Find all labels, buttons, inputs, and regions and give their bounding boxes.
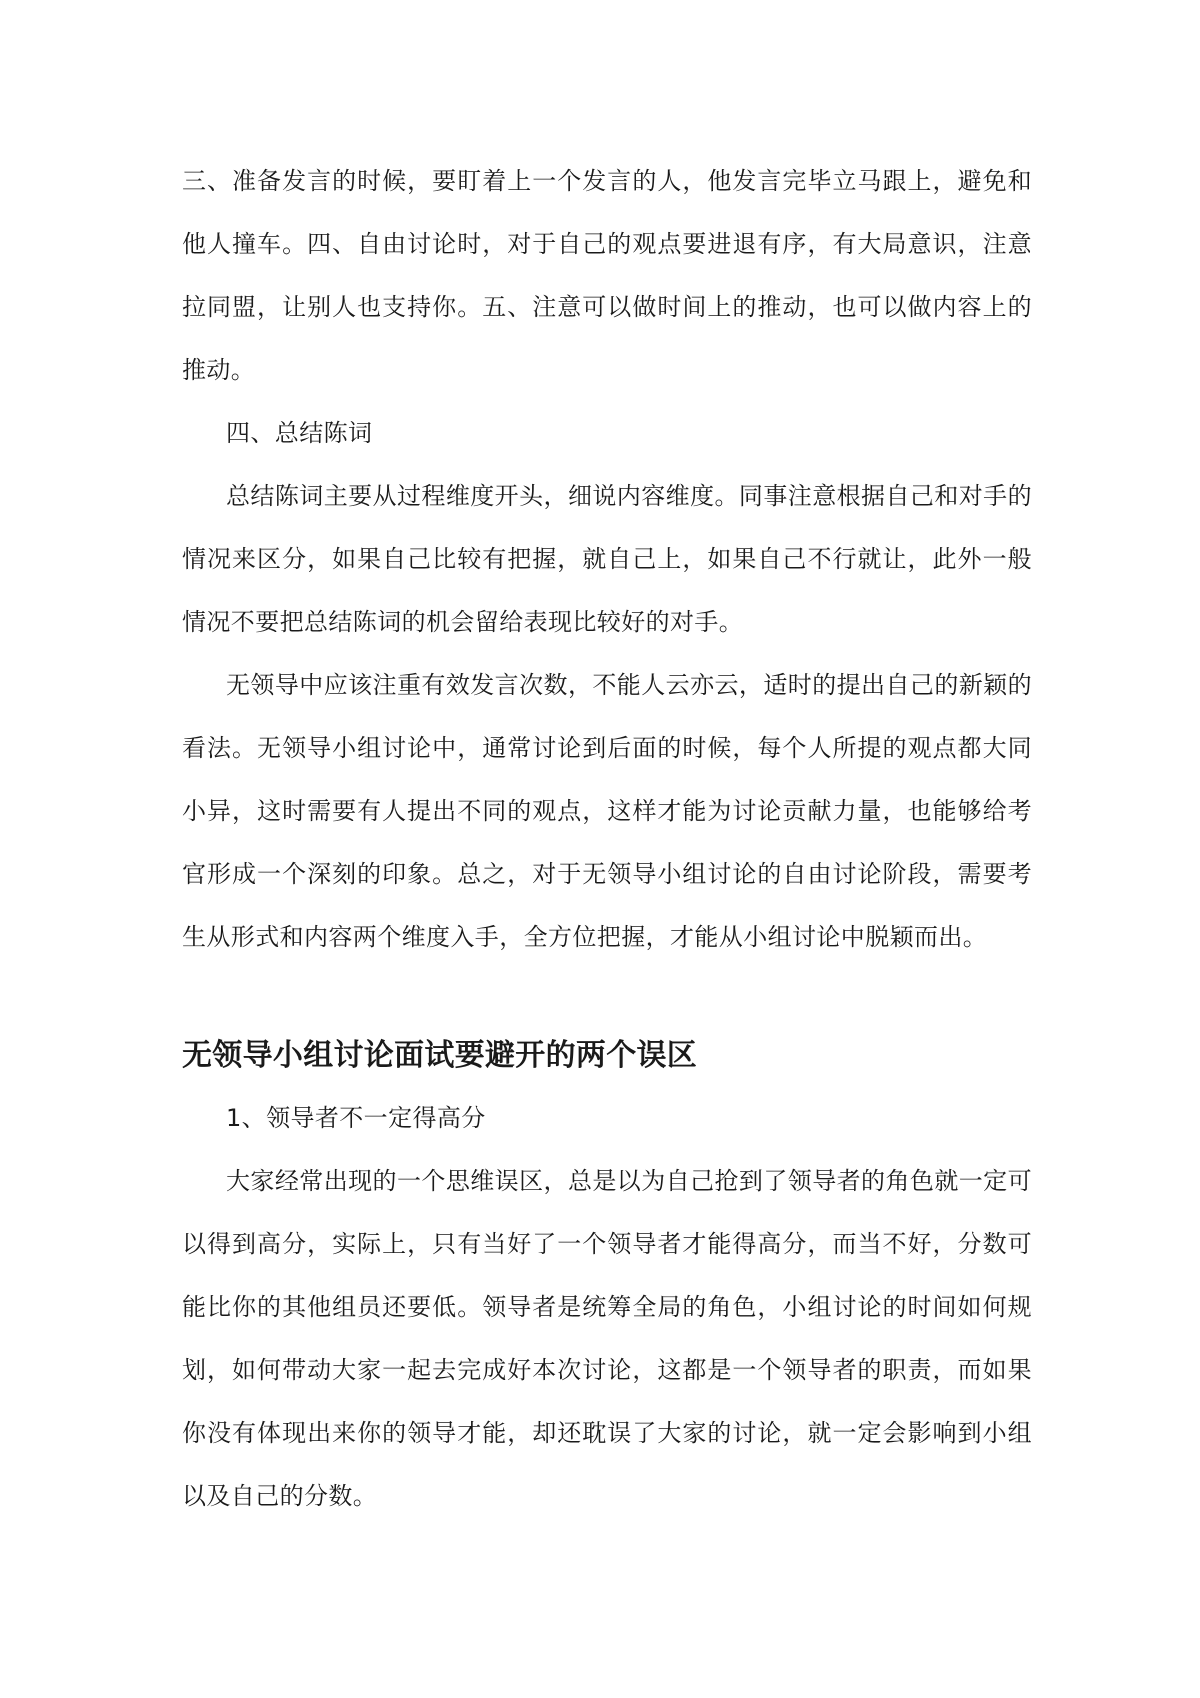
- paragraph-closing-statement: 总结陈词主要从过程维度开头，细说内容维度。同事注意根据自己和对手的情况来区分，如果自己比较有把握，就自己上，如果自己不行就让，此外一般情况不要把总结陈词的机会留给表现比较好的对手。: [182, 482, 1032, 636]
- document-body: [182, 150, 1032, 1528]
- subheading-closing-statement: 四、总结陈词: [226, 419, 373, 447]
- paragraph-tips-three-to-five: 三、准备发言的时候，要盯着上一个发言的人，他发言完毕立马跟上，避免和他人撞车。四、自由讨论时，对于自己的观点要进退有序，有大局意识，注意拉同盟，让别人也支持你。五、注意可以做时间上的推动，也可以做内容上的推动。: [182, 167, 1032, 384]
- paragraph-leader-misconception: 大家经常出现的一个思维误区，总是以为自己抢到了领导者的角色就一定可以得到高分，实际上，只有当好了一个领导者才能得高分，而当不好，分数可能比你的其他组员还要低。领导者是统筹全局的角色，小组讨论的时间如何规划，如何带动大家一起去完成好本次讨论，这都是一个领导者的职责，而如果你没有体现出来你的领导才能，却还耽误了大家的讨论，就一定会影响到小组以及自己的分数。: [182, 1167, 1032, 1510]
- paragraph-effective-speaking: 无领导中应该注重有效发言次数，不能人云亦云，适时的提出自己的新颖的看法。无领导小组讨论中，通常讨论到后面的时候，每个人所提的观点都大同小异，这时需要有人提出不同的观点，这样才能为讨论贡献力量，也能够给考官形成一个深刻的印象。总之，对于无领导小组讨论的自由讨论阶段，需要考生从形式和内容两个维度入手，全方位把握，才能从小组讨论中脱颖而出。: [182, 671, 1032, 951]
- subheading-leader-not-high-score: 1、领导者不一定得高分: [226, 1104, 486, 1132]
- section-heading-two-misconceptions: 无领导小组讨论面试要避开的两个误区: [182, 1038, 698, 1073]
- section-spacer: [182, 969, 1032, 1024]
